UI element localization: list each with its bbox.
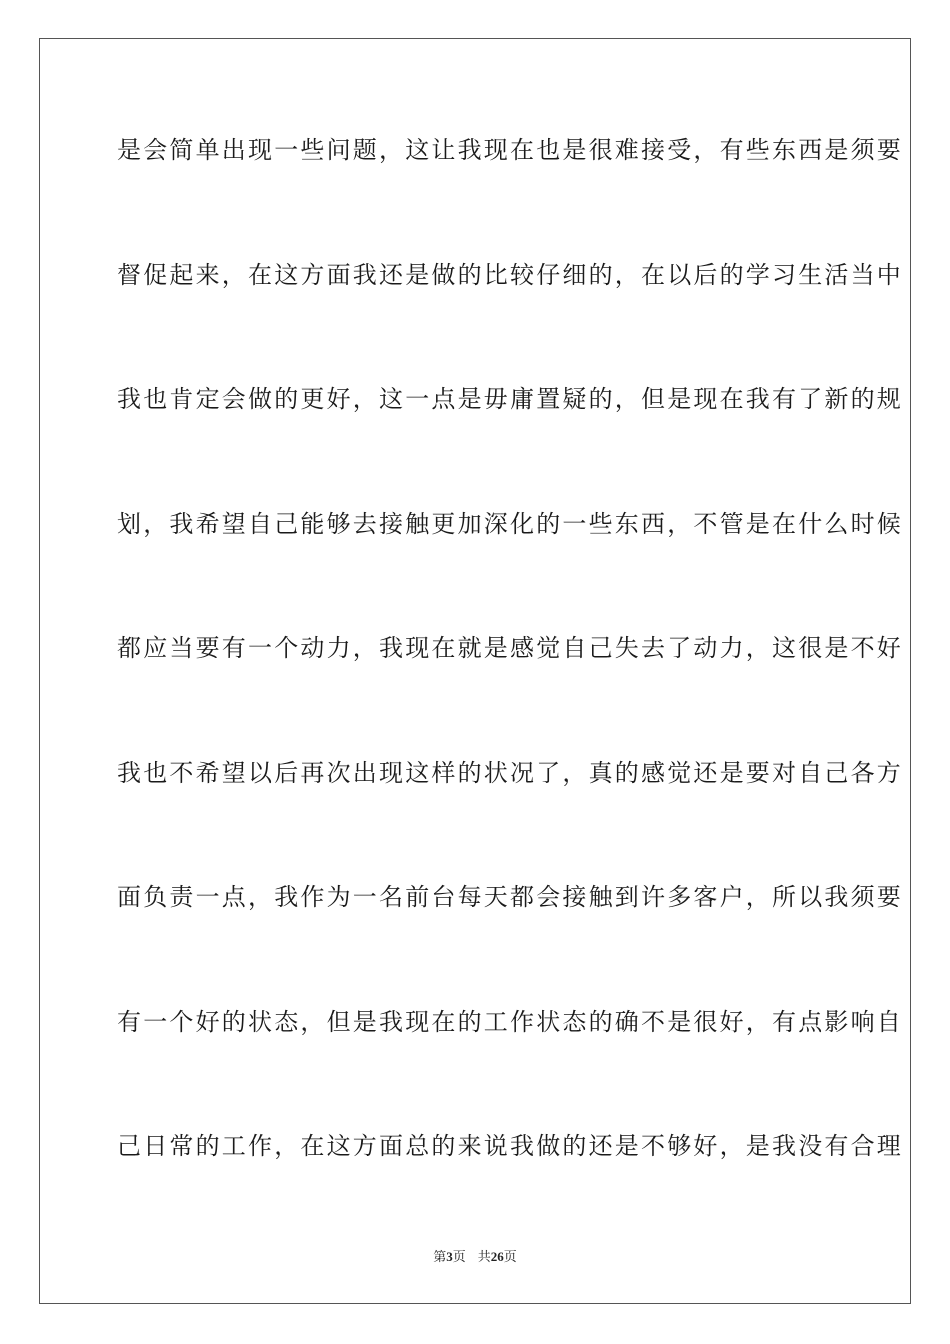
total-prefix: 共 <box>477 1250 491 1265</box>
page-prefix: 第 <box>433 1250 447 1265</box>
text-line-1: 是会简单出现一些问题，这让我现在也是很难接受，有些东西是须要 <box>117 136 903 164</box>
text-line-2: 督促起来，在这方面我还是做的比较仔细的，在以后的学习生活当中 <box>117 260 903 289</box>
page-footer <box>0 1246 950 1265</box>
text-line-8: 有一个好的状态，但是我现在的工作状态的确不是很好，有点影响自 <box>117 1007 903 1036</box>
text-line-7: 面负责一点，我作为一名前台每天都会接触到许多客户，所以我须要 <box>117 883 903 911</box>
text-line-6: 我也不希望以后再次出现这样的状况了，真的感觉还是要对自己各方 <box>117 758 903 787</box>
text-line-9: 己日常的工作，在这方面总的来说我做的还是不够好，是我没有合理 <box>117 1132 903 1160</box>
text-line-4: 划，我希望自己能够去接触更加深化的一些东西，不管是在什么时候 <box>117 509 903 538</box>
text-line-5: 都应当要有一个动力，我现在就是感觉自己失去了动力，这很是不好 <box>117 634 903 662</box>
total-pages: 26 <box>490 1249 504 1264</box>
text-line-3: 我也肯定会做的更好，这一点是毋庸置疑的，但是现在我有了新的规 <box>117 385 903 413</box>
page-suffix: 页 <box>452 1250 466 1265</box>
total-suffix: 页 <box>503 1250 517 1265</box>
page-number: 3 <box>446 1249 453 1264</box>
body-text <box>117 130 903 1251</box>
